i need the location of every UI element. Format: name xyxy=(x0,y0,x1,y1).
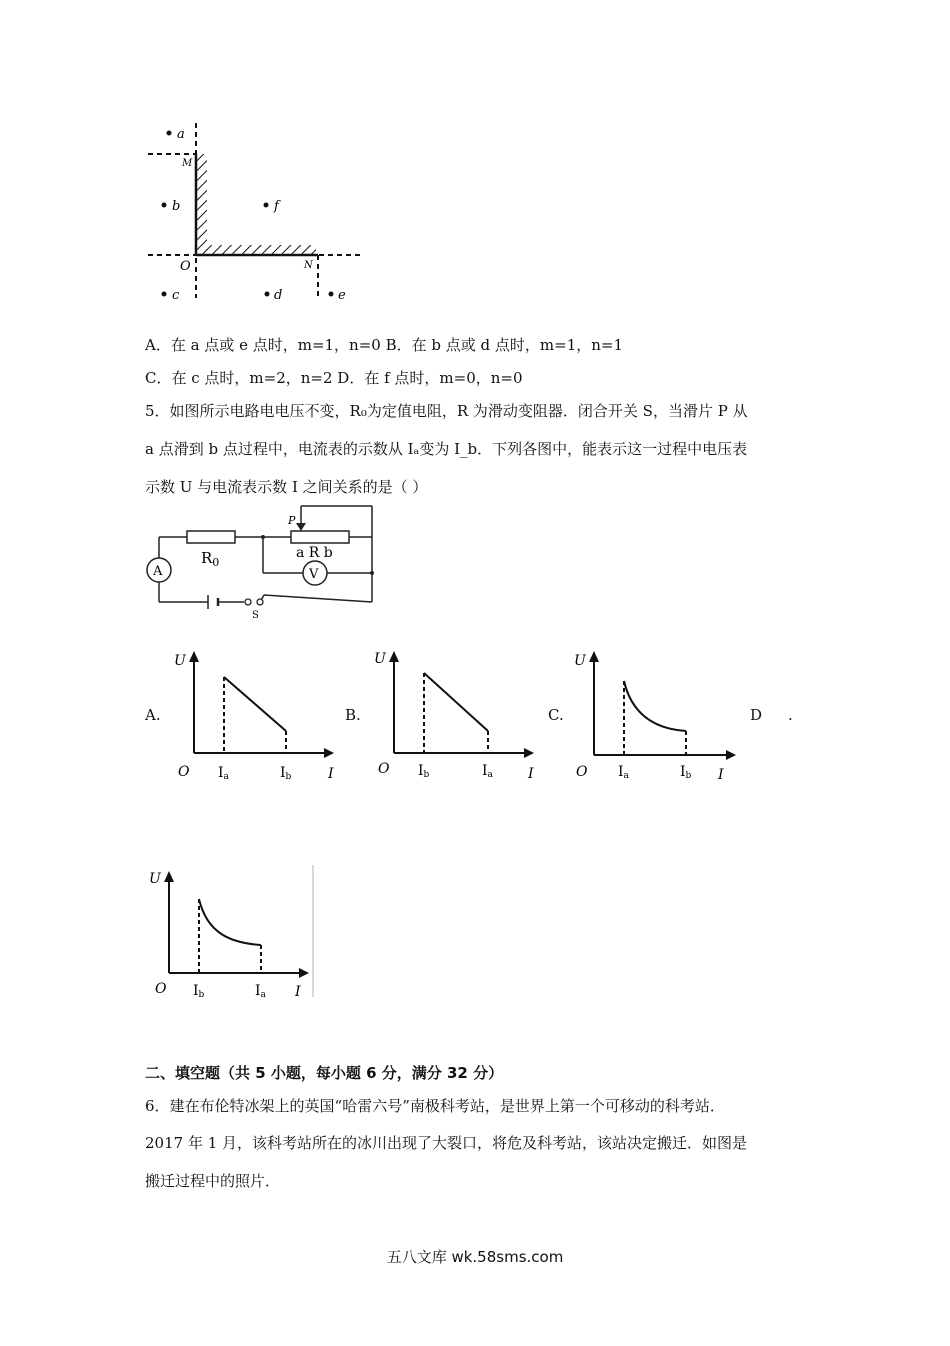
svg-text:I: I xyxy=(528,766,534,782)
svg-text:Ia: Ia xyxy=(218,765,229,782)
svg-text:U: U xyxy=(374,651,386,667)
svg-text:I: I xyxy=(295,984,301,1000)
mirror-figure xyxy=(140,118,370,308)
q5-text-line-2: a 点滑到 b 点过程中，电流表的示数从 Iₐ变为 I_b．下列各图中，能表示这一过程中电压表 xyxy=(145,440,748,458)
q4-options-line-1: A．在 a 点或 e 点时，m=1，n=0 B．在 b 点或 d 点时，m=1，n=1 xyxy=(145,336,624,354)
point-c xyxy=(162,288,181,303)
r0-label: $R_0$ xyxy=(201,549,220,569)
q5-text-line-1: 5．如图所示电路电电压不变，R₀为定值电阻，R 为滑动变阻器．闭合开关 S，当滑片 P 从 xyxy=(145,402,748,420)
graph-option-c-label: C. xyxy=(548,706,564,724)
ammeter-label: A xyxy=(153,564,163,579)
svg-text:U: U xyxy=(149,871,161,887)
graph-b xyxy=(370,645,540,785)
graph-option-a-label: A. xyxy=(145,706,161,724)
circuit-diagram xyxy=(140,500,390,620)
svg-text:e: e xyxy=(338,288,346,303)
svg-text:O: O xyxy=(378,761,390,777)
q6-text-line-3: 搬迁过程中的照片． xyxy=(145,1172,281,1190)
rheostat-label: a R b xyxy=(296,545,333,561)
graph-d xyxy=(145,865,320,1005)
svg-text:Ia: Ia xyxy=(618,764,629,781)
section-2-heading: 二、填空题（共 5 小题，每小题 6 分，满分 32 分） xyxy=(145,1064,504,1082)
svg-text:Ib: Ib xyxy=(193,983,205,1000)
label-n: N xyxy=(304,260,313,271)
svg-text:O: O xyxy=(576,764,588,780)
graph-a xyxy=(170,645,340,785)
graph-option-b-label: B. xyxy=(345,706,361,724)
q4-options-line-2: C．在 c 点时，m=2，n=2 D．在 f 点时，m=0，n=0 xyxy=(145,369,523,387)
page-footer: 五八文库 wk.58sms.com xyxy=(386,1248,564,1266)
graph-option-d-label: D . xyxy=(750,706,793,724)
switch-label: S xyxy=(252,610,259,620)
point-f xyxy=(264,199,282,214)
svg-text:f: f xyxy=(274,199,279,214)
svg-text:I: I xyxy=(328,766,334,782)
svg-text:d: d xyxy=(274,288,283,303)
graph-c xyxy=(570,645,740,785)
svg-text:Ia: Ia xyxy=(255,983,266,1000)
svg-text:Ia: Ia xyxy=(482,763,493,780)
q6-text-line-2: 2017 年 1 月，该科考站所在的冰川出现了大裂口，将危及科考站，该站决定搬迁．如图是 xyxy=(145,1134,748,1152)
point-e xyxy=(329,288,347,303)
slider-label: P xyxy=(288,514,296,527)
point-b xyxy=(162,199,181,214)
point-d xyxy=(265,288,283,303)
svg-text:I: I xyxy=(718,767,724,783)
svg-text:c: c xyxy=(172,288,180,303)
svg-text:Ib: Ib xyxy=(280,765,292,782)
svg-text:U: U xyxy=(574,653,586,669)
svg-text:O: O xyxy=(155,981,167,997)
svg-text:Ib: Ib xyxy=(680,764,692,781)
point-a xyxy=(167,127,185,142)
voltmeter-label: V xyxy=(309,567,319,582)
q5-text-line-3: 示数 U 与电流表示数 I 之间关系的是（ ） xyxy=(145,478,428,496)
svg-text:U: U xyxy=(174,653,186,669)
svg-text:Ib: Ib xyxy=(418,763,430,780)
q6-text-line-1: 6．建在布伦特冰架上的英国“哈雷六号”南极科考站，是世界上第一个可移动的科考站． xyxy=(145,1097,725,1115)
svg-text:a: a xyxy=(177,127,185,142)
svg-text:O: O xyxy=(178,764,190,780)
label-o: O xyxy=(180,259,191,274)
label-m: M xyxy=(182,158,193,169)
svg-text:b: b xyxy=(172,199,181,214)
